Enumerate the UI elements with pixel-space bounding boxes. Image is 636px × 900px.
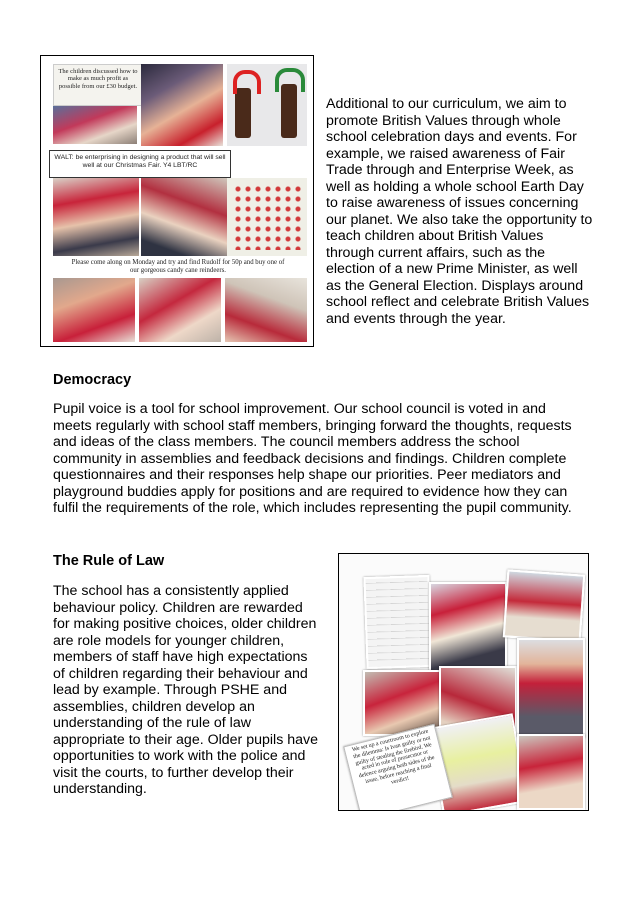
- photo-boy-thinking: [141, 64, 223, 146]
- caption-card-reindeer: [65, 258, 291, 278]
- courtroom-caption: We set up a courtroom to explore the dilemma: Is Ivan guilty or not guilty of stealing the firebird. We acted in role of prosecutor or defence arguing both sides of the issue, before reaching a final verdict!: [351, 728, 436, 786]
- photo-courtroom-2: [503, 569, 586, 642]
- caption-card-courtroom: [343, 724, 453, 811]
- photo-girl-crafting: [139, 278, 221, 342]
- photo-candy-cane-reindeer: [227, 64, 307, 146]
- photo-classroom-1: [53, 106, 137, 144]
- photo-classroom-2: [53, 178, 139, 256]
- photo-worksheet: [363, 575, 432, 669]
- reindeer-1: [235, 88, 251, 138]
- caption-reindeer: Please come along on Monday and try and find Rudolf for 50p and buy one of our gorgeous candy cane reindeers.: [71, 259, 285, 274]
- grid-pattern: [233, 184, 301, 250]
- intro-paragraph: Additional to our curriculum, we aim to promote British Values through whole school celebration days and events. For example, we raised awareness of Fair Trade through and Enterprise Week, as well as holding a whole school Earth Day to raise awareness of issues concerning our planet. We also take the opportunity to teach children about British Values through current affairs, such as the election of a new Prime Minister, as well as the General Election. Displays around school reflect and celebrate British Values and events through the year.: [326, 96, 593, 327]
- reindeer-2: [281, 84, 297, 138]
- photo-boy-standing: [517, 638, 585, 738]
- caption-profit: The children discussed how to make as much profit as possible from our £30 budget.: [58, 68, 138, 90]
- photo-classroom-3: [141, 178, 227, 256]
- photo-courtroom-1: [429, 582, 507, 672]
- photo-reindeer-grid: [227, 178, 307, 256]
- photo-boy-crafting: [225, 278, 307, 342]
- enterprise-collage: [40, 55, 314, 347]
- caption-card-profit: [53, 64, 143, 106]
- democracy-paragraph: Pupil voice is a tool for school improvement. Our school council is voted in and meets regularly with school staff members, bringing forward the thoughts, requests and ideas of the class members. The council members address the school community in assemblies and feedback decisions and findings. Children complete questionnaires and their responses help shape our priorities. Peer mediators and playground buddies apply for positions and are required to evidence how they can fulfil the requirements of the role, which includes representing the pupil community.: [53, 401, 572, 516]
- photo-girl-candy-cane: [53, 278, 135, 342]
- rule-of-law-heading: The Rule of Law: [53, 553, 165, 569]
- candy-cane-2: [275, 68, 305, 92]
- courtroom-collage: [338, 553, 589, 811]
- candy-cane-1: [233, 70, 261, 94]
- rule-of-law-paragraph: The school has a consistently applied behaviour policy. Children are rewarded for making positive choices, older children are role models for younger children, members of staff have high expectations of children regarding their behaviour and lead by example. Through PSHE and assemblies, children develop an understanding of the rule of law appropriate to their age. Older pupils have opportunities to work with the police and visit the courts, to further develop their understanding.: [53, 583, 318, 797]
- photo-courtroom-5: [517, 734, 585, 810]
- democracy-heading: Democracy: [53, 372, 132, 388]
- walt-box: [49, 150, 231, 178]
- caption-walt: WALT: be enterprising in designing a product that will sell well at our Christmas Fair. Y4 LBT/RC: [54, 154, 226, 169]
